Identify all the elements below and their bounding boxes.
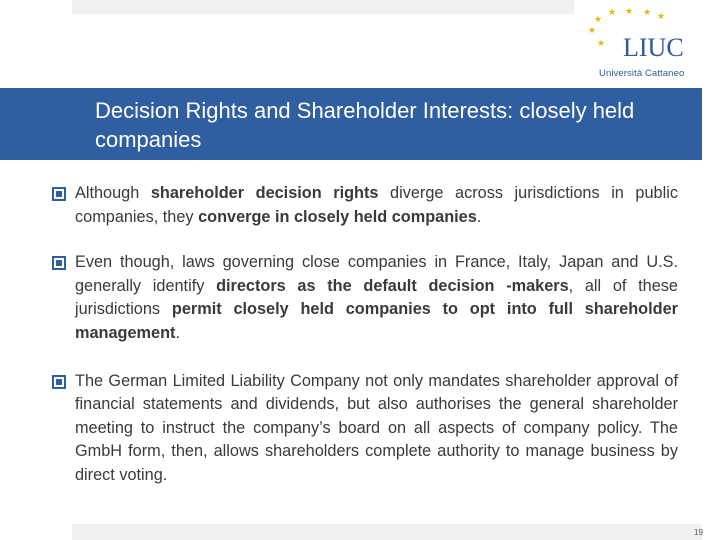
star-icon: ★ <box>597 38 606 48</box>
star-icon: ★ <box>657 11 666 21</box>
liuc-logo <box>584 6 696 82</box>
bullet-item <box>52 251 678 345</box>
bullet-text: Even though, laws governing close companies in France, Italy, Japan and U.S. generally identify <box>75 253 678 295</box>
bullet-text: The German Limited Liability Company not only mandates shareholder approval of financial statements and dividends, but also authorises the general shareholder meeting to instruct the company’s board on all aspects of company policy. The GmbH form, then, allows shareholders complete authority to manage business by direct voting. <box>75 371 678 484</box>
square-bullet-icon <box>52 375 66 389</box>
bullet-item <box>52 182 678 229</box>
star-icon: ★ <box>594 14 603 24</box>
bullet-emphasis: shareholder decision rights <box>150 184 379 202</box>
bullet-text: Although <box>75 184 151 202</box>
square-bullet-icon <box>52 187 66 201</box>
page-number: 19 <box>694 528 703 537</box>
top-decorative-strip <box>72 0 574 14</box>
slide-title: Decision Rights and Shareholder Interests: closely held companies <box>95 98 635 152</box>
bullet-text: . <box>476 207 482 226</box>
footer-decorative-strip <box>72 524 702 540</box>
liuc-logo-mark <box>584 6 696 64</box>
bullet-list <box>52 182 678 510</box>
star-icon: ★ <box>588 25 597 35</box>
logo-wordmark: LIUC <box>623 33 684 62</box>
bullet-text: . <box>175 323 180 342</box>
star-icon: ★ <box>608 7 617 17</box>
bullet-emphasis: directors as the default decision -makers <box>216 276 569 295</box>
star-icon: ★ <box>625 6 634 16</box>
square-bullet-icon <box>52 256 66 270</box>
bullet-text: diverge across jurisdictions in public companies, they <box>75 184 678 226</box>
logo-subtitle: Università Cattaneo <box>599 68 685 79</box>
bullet-item <box>52 370 678 488</box>
bullet-emphasis: permit closely held companies to opt into full shareholder management <box>75 300 678 342</box>
bullet-emphasis: converge in closely held companies <box>198 207 477 226</box>
bullet-text: , all of these jurisdictions <box>75 276 678 319</box>
star-icon: ★ <box>643 7 652 17</box>
